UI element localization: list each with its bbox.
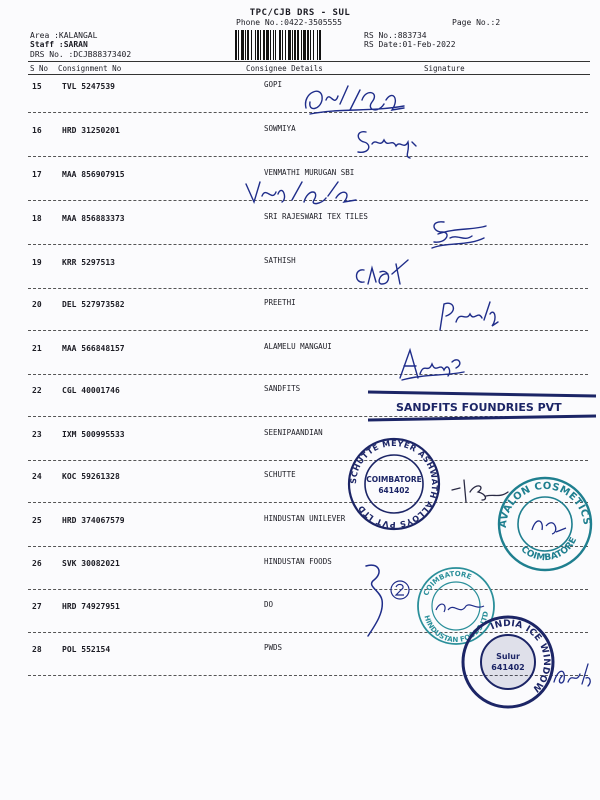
- row-consignment: MAA 856883373: [62, 214, 125, 223]
- table-row: [0, 214, 600, 258]
- signature-hindustan-foods: [358, 560, 392, 640]
- barcode-bar: [282, 30, 283, 60]
- row-consignee: SOWMIYA: [264, 124, 296, 133]
- col-consignment: Consignment No: [58, 64, 122, 73]
- barcode-bar: [292, 30, 293, 60]
- schutte-city: COIMBATORE: [366, 475, 422, 484]
- row-consignee: SRI RAJESWARI TEX TILES: [264, 212, 368, 221]
- row-consignee: GOPI: [264, 80, 283, 89]
- schutte-ring-text: SCHUTTE MEYER ASHWATH ALLOYS PVT LTD: [348, 438, 440, 530]
- sandfits-stamp-text: SANDFITS FOUNDRIES PVT: [396, 401, 562, 414]
- schutte-stamp: [346, 436, 442, 532]
- row-divider: [28, 330, 588, 331]
- row-sno: 25: [32, 516, 42, 525]
- signature-rajeswari: [424, 216, 494, 256]
- barcode-bar: [275, 30, 276, 60]
- ice-window-city: Sulur: [496, 652, 520, 661]
- signature-sowmiya: [352, 124, 422, 160]
- row-consignee: HINDUSTAN FOODS: [264, 557, 332, 566]
- table-row: [0, 430, 600, 474]
- row-sno: 28: [32, 645, 42, 654]
- row-consignment: POL 552154: [62, 645, 111, 654]
- barcode-bar: [285, 30, 286, 60]
- row-consignee: SATHISH: [264, 256, 296, 265]
- ice-window-pin: 641402: [491, 663, 525, 672]
- barcode-bar: [247, 30, 249, 60]
- row-consignee: SCHUTTE: [264, 470, 296, 479]
- hindustan-top-text: COIMBATORE: [422, 569, 473, 597]
- row-divider: [28, 244, 588, 245]
- barcode-bar: [251, 30, 252, 60]
- row-divider: [28, 589, 588, 590]
- row-consignee: VENMATHI MURUGAN SBI: [264, 168, 355, 177]
- row-consignee: PREETHI: [264, 298, 296, 307]
- rs-date: RS Date:01-Feb-2022: [364, 40, 456, 49]
- signature-venmathi: [240, 172, 360, 208]
- barcode-bar: [319, 30, 321, 60]
- row-consignment: CGL 40001746: [62, 386, 120, 395]
- row-consignment: TVL 5247539: [62, 82, 115, 91]
- row-divider: [28, 288, 588, 289]
- staff-field: Staff :SARAN: [30, 40, 88, 49]
- row-sno: 27: [32, 602, 42, 611]
- sheet-title: TPC/CJB DRS - SUL: [249, 8, 351, 18]
- avalon-top-text: AVALON COSMETICS: [497, 480, 593, 529]
- row-consignee: ALAMELU MANGAUI: [264, 342, 332, 351]
- barcode-bar: [263, 30, 265, 60]
- row-consignee: SEENIPAANDIAN: [264, 428, 323, 437]
- barcode-bar: [260, 30, 261, 60]
- col-sno: S No: [30, 64, 49, 73]
- row-consignment: MAA 856907915: [62, 170, 125, 179]
- barcode-bar: [255, 30, 256, 60]
- avalon-bottom-text: COIMBATORE: [518, 535, 580, 564]
- drs-number: DRS No. :DCJB88373402: [30, 50, 132, 59]
- area-field: Area :KALANGAL: [30, 31, 98, 40]
- schutte-pin: 641402: [378, 486, 410, 495]
- row-consignment: IXM 500995533: [62, 430, 125, 439]
- row-consignee: PWDS: [264, 643, 283, 652]
- circled-two-mark: [388, 578, 412, 602]
- svg-text:COIMBATORE: [519, 536, 579, 563]
- signature-preethi: [432, 296, 504, 336]
- row-consignment: KRR 5297513: [62, 258, 115, 267]
- barcode-bar: [310, 30, 311, 60]
- barcode-bar: [307, 30, 309, 60]
- barcode-bar: [288, 30, 291, 60]
- row-sno: 18: [32, 214, 42, 223]
- row-sno: 16: [32, 126, 42, 135]
- row-consignment: HRD 31250201: [62, 126, 120, 135]
- rs-number: RS No.:883734: [364, 31, 427, 40]
- barcode-bar: [238, 30, 239, 60]
- row-consignment: SVK 30082021: [62, 559, 120, 568]
- col-signature: Signature: [424, 64, 465, 73]
- row-consignment: DEL 527973582: [62, 300, 125, 309]
- barcode-bar: [273, 30, 274, 60]
- barcode-bar: [297, 30, 299, 60]
- row-divider: [28, 156, 588, 157]
- barcode-bar: [235, 30, 237, 60]
- row-sno: 20: [32, 300, 42, 309]
- header-rule: [28, 61, 590, 62]
- ice-window-ring-text: INDIA ICE WINDOW: [489, 618, 552, 694]
- row-sno: 24: [32, 472, 42, 481]
- column-rule: [28, 74, 590, 75]
- row-divider: [28, 374, 588, 375]
- barcode-bar: [270, 30, 271, 60]
- page-number: Page No.:2: [452, 18, 501, 27]
- row-sno: 26: [32, 559, 42, 568]
- hindustan-ring-text: HINDUSTAN FOODS LTD: [422, 610, 491, 645]
- row-sno: 19: [32, 258, 42, 267]
- row-sno: 23: [32, 430, 42, 439]
- table-row: [0, 344, 600, 388]
- barcode-bar: [294, 30, 296, 60]
- row-consignment: HRD 74927951: [62, 602, 120, 611]
- signature-alamelu: [394, 344, 466, 384]
- barcode-bar: [266, 30, 269, 60]
- table-row: [0, 258, 600, 302]
- phone-number: Phone No.:0422-3505555: [236, 18, 342, 27]
- barcode-bar: [303, 30, 306, 60]
- row-consignment: MAA 566848157: [62, 344, 125, 353]
- row-consignment: KOC 59261328: [62, 472, 120, 481]
- table-row: [0, 126, 600, 170]
- row-sno: 17: [32, 170, 42, 179]
- sandfits-stamp: [364, 386, 600, 424]
- barcode-bar: [301, 30, 302, 60]
- row-divider: [28, 460, 588, 461]
- row-consignee: HINDUSTAN UNILEVER: [264, 514, 346, 523]
- row-consignee: DO: [264, 600, 274, 609]
- barcode-bar: [257, 30, 259, 60]
- row-consignee: SANDFITS: [264, 384, 301, 393]
- row-sno: 22: [32, 386, 42, 395]
- ice-window-stamp: [460, 614, 556, 710]
- avalon-stamp: [496, 476, 594, 572]
- barcode-bar: [245, 30, 246, 60]
- col-consignee: Consignee Details: [246, 64, 323, 73]
- signature-sathish: [350, 256, 416, 292]
- barcode-bar: [313, 30, 314, 60]
- barcode-bar: [279, 30, 281, 60]
- barcode-bar: [241, 30, 244, 60]
- row-sno: 21: [32, 344, 42, 353]
- table-row: [0, 300, 600, 344]
- barcode-bar: [317, 30, 318, 60]
- signature-gopi: [300, 78, 410, 122]
- row-consignment: HRD 374067579: [62, 516, 125, 525]
- row-sno: 15: [32, 82, 42, 91]
- barcode: [234, 30, 356, 60]
- svg-text:AVALON COSMETICS: [498, 481, 592, 528]
